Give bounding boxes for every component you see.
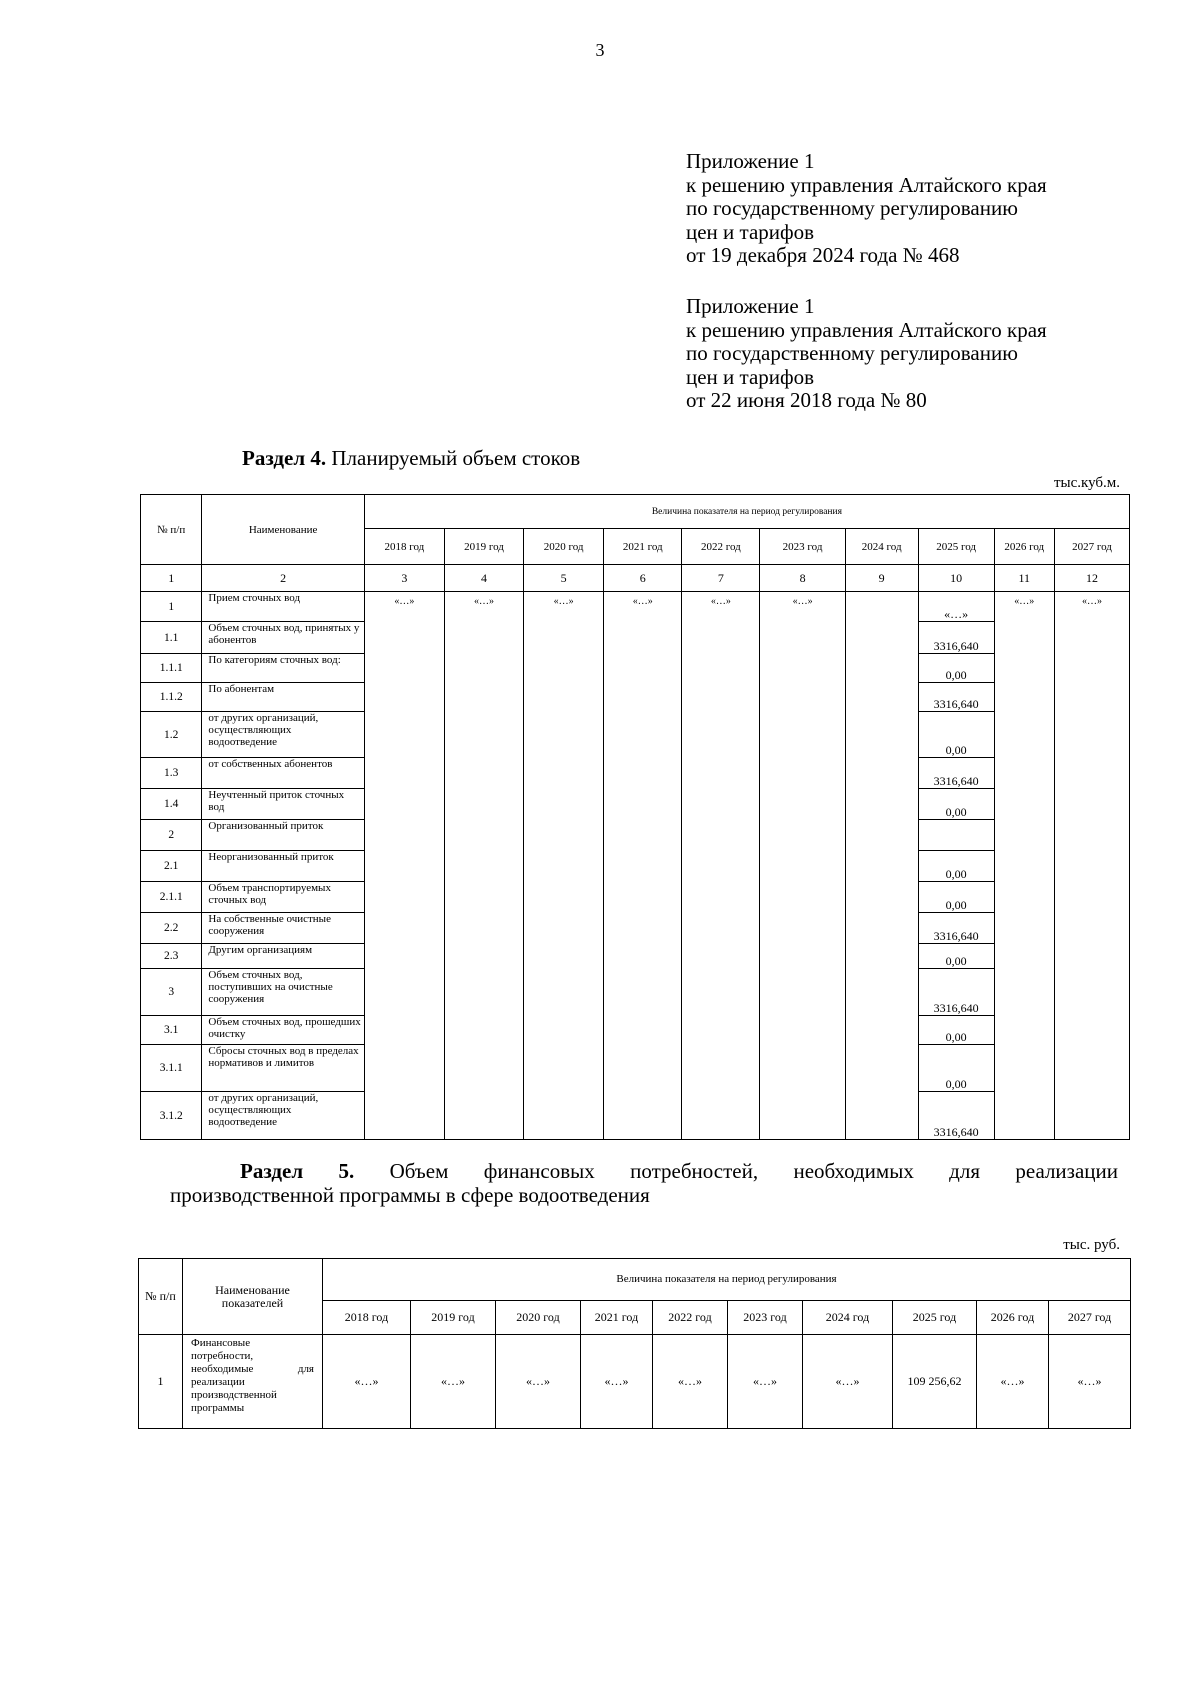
empty-cell [524,1045,604,1092]
row-num: 3.1 [141,1016,202,1045]
empty-cell [604,882,682,913]
empty-cell [1054,913,1129,944]
row-name: Объем сточных вод, принятых у абонентов [202,622,364,654]
empty-cell [1054,969,1129,1016]
empty-cell [604,969,682,1016]
empty-cell [524,882,604,913]
row-num: 3.1.1 [141,1045,202,1092]
empty-cell [604,622,682,654]
row-placeholder: «…» [760,592,845,622]
row-num: 1.1.1 [141,654,202,683]
empty-cell [994,789,1054,820]
table-row [139,1335,1131,1429]
empty-cell [682,944,760,969]
empty-cell [760,820,845,851]
header-num: № п/п [141,495,202,565]
empty-cell [604,1092,682,1140]
empty-cell [994,944,1054,969]
section5-title [170,1160,1118,1207]
row-value: «…» [728,1335,803,1429]
header-year: 2023 год [728,1301,803,1335]
row-name: от других организаций, осуществляющих водоотведение [202,712,364,758]
table-row [141,712,1130,758]
empty-cell [524,654,604,683]
empty-cell [524,851,604,882]
column-number: 4 [444,565,523,592]
empty-cell [994,758,1054,789]
empty-cell [364,969,444,1016]
table-row [141,654,1130,683]
row-name: Объем сточных вод, прошедших очистку [202,1016,364,1045]
header-year: 2026 год [977,1301,1049,1335]
table-row [141,1016,1130,1045]
column-number: 2 [202,565,364,592]
empty-cell [364,882,444,913]
row-placeholder: «…» [994,592,1054,622]
empty-cell [845,622,918,654]
row-value: «…» [977,1335,1049,1429]
empty-cell [760,882,845,913]
table-row [141,622,1130,654]
empty-cell [760,969,845,1016]
empty-cell [994,622,1054,654]
empty-cell [444,944,523,969]
empty-cell [994,882,1054,913]
empty-cell [682,1045,760,1092]
empty-cell [524,969,604,1016]
appendix-current-header [686,150,1156,268]
empty-cell [760,654,845,683]
row-value-2025: 3316,640 [918,758,994,789]
empty-cell [682,622,760,654]
table-row [141,944,1130,969]
empty-cell [760,789,845,820]
column-number: 11 [994,565,1054,592]
empty-cell [1054,683,1129,712]
empty-cell [364,1092,444,1140]
header-year: 2027 год [1049,1301,1131,1335]
empty-cell [364,944,444,969]
empty-cell [682,1092,760,1140]
row-value: «…» [1049,1335,1131,1429]
empty-cell [760,1016,845,1045]
empty-cell [760,622,845,654]
empty-cell [845,851,918,882]
empty-cell [760,944,845,969]
empty-cell [760,758,845,789]
empty-cell [682,654,760,683]
page-number: 3 [595,40,605,60]
column-number: 9 [845,565,918,592]
row-name-line: производственной [191,1389,277,1401]
appendix-line: цен и тарифов [686,364,815,389]
header-name: Наименование показателей [183,1259,323,1335]
row-name: Объем сточных вод, поступивших на очистные сооружения [202,969,364,1016]
empty-cell [444,913,523,944]
empty-cell [364,913,444,944]
empty-cell [682,712,760,758]
empty-cell [1054,1045,1129,1092]
empty-cell [364,758,444,789]
empty-cell [845,882,918,913]
empty-cell [444,1045,523,1092]
row-value: «…» [496,1335,581,1429]
row-name-line: Финансовые [191,1337,251,1349]
empty-cell [524,1016,604,1045]
empty-cell [524,622,604,654]
empty-cell [524,1092,604,1140]
empty-cell [845,1016,918,1045]
header-year: 2022 год [653,1301,728,1335]
table-row [141,969,1130,1016]
wastewater-volume-table [140,494,1130,1140]
row-num: 1 [139,1335,183,1429]
empty-cell [364,654,444,683]
header-period: Величина показателя на период регулирования [364,495,1129,529]
empty-cell [1054,758,1129,789]
empty-cell [682,882,760,913]
header-year: 2022 год [682,529,760,565]
empty-cell [364,851,444,882]
empty-cell [845,1092,918,1140]
row-value-2025: 0,00 [918,851,994,882]
financial-needs-table [138,1258,1131,1429]
empty-cell [994,1092,1054,1140]
empty-cell [444,820,523,851]
empty-cell [1054,654,1129,683]
empty-cell [845,712,918,758]
empty-cell [604,913,682,944]
row-name: По абонентам [202,683,364,712]
empty-cell [760,913,845,944]
empty-cell [364,820,444,851]
empty-cell [604,944,682,969]
header-year: 2021 год [581,1301,653,1335]
header-name: Наименование [202,495,364,565]
header-year: 2020 год [496,1301,581,1335]
row-name: По категориям сточных вод: [202,654,364,683]
row-num: 1.3 [141,758,202,789]
appendix-line: цен и тарифов [686,219,815,244]
empty-cell [682,758,760,789]
header-year: 2024 год [845,529,918,565]
row-name: Сбросы сточных вод в пределах нормативов и лимитов [202,1045,364,1092]
header-year: 2018 год [364,529,444,565]
empty-cell [444,882,523,913]
empty-cell [524,789,604,820]
empty-cell [682,913,760,944]
empty-cell [1054,882,1129,913]
empty-cell [845,913,918,944]
table-row [141,913,1130,944]
empty-cell [994,1045,1054,1092]
row-value-2025: 3316,640 [918,622,994,654]
empty-cell [1054,789,1129,820]
row-num: 1.1 [141,622,202,654]
appendix-line: Приложение 1 [686,294,815,318]
empty-cell [444,789,523,820]
row-num: 2.2 [141,913,202,944]
empty-cell [524,944,604,969]
row-value: «…» [411,1335,496,1429]
header-year: 2019 год [411,1301,496,1335]
row-num: 1.4 [141,789,202,820]
row-value: «…» [581,1335,653,1429]
appendix-line: от 22 июня 2018 года № 80 [686,388,927,412]
column-number: 7 [682,565,760,592]
empty-cell [845,592,918,622]
row-value: «…» [803,1335,893,1429]
empty-cell [364,712,444,758]
empty-cell [604,851,682,882]
row-placeholder: «…» [444,592,523,622]
row-value-2025 [918,820,994,851]
empty-cell [994,913,1054,944]
row-value-2025: 3316,640 [918,1092,994,1140]
section4-title-text: Планируемый объем стоков [331,446,581,470]
header-num: № п/п [139,1259,183,1335]
row-value: «…» [323,1335,411,1429]
empty-cell [1054,820,1129,851]
section5-label: Раздел 5. [240,1159,355,1183]
empty-cell [1054,622,1129,654]
empty-cell [524,758,604,789]
empty-cell [1054,1016,1129,1045]
table-row [141,882,1130,913]
empty-cell [1054,712,1129,758]
empty-cell [845,789,918,820]
section4-title [242,446,580,471]
appendix-line: по государственному регулированию [686,196,1018,220]
empty-cell [994,712,1054,758]
empty-cell [364,789,444,820]
table-row [141,683,1130,712]
empty-cell [604,789,682,820]
column-number: 6 [604,565,682,592]
row-value-2025: 3316,640 [918,683,994,712]
empty-cell [364,683,444,712]
row-placeholder: «…» [682,592,760,622]
empty-cell [845,1045,918,1092]
appendix-line: к решению управления Алтайского края [686,317,1047,342]
empty-cell [682,820,760,851]
row-num: 3.1.2 [141,1092,202,1140]
row-num: 2.3 [141,944,202,969]
empty-cell [994,820,1054,851]
row-name: Другим организациям [202,944,364,969]
row-name: Неучтенный приток сточных вод [202,789,364,820]
row-name: Прием сточных вод [202,592,364,622]
row-placeholder: «…» [604,592,682,622]
row-name-line: необходимые для [191,1363,314,1375]
row-value-2025: 0,00 [918,654,994,683]
appendix-line: Приложение 1 [686,149,815,173]
empty-cell [994,969,1054,1016]
table-row [141,851,1130,882]
empty-cell [682,683,760,712]
column-number: 10 [918,565,994,592]
row-name: На собственные очистные сооружения [202,913,364,944]
column-number: 8 [760,565,845,592]
appendix-line: к решению управления Алтайского края [686,172,1047,197]
section5-title-line1: Объем финансовых потребностей, необходимых для реализации [389,1159,1118,1183]
empty-cell [444,969,523,1016]
row-name-line: реализации [191,1376,245,1388]
column-number: 5 [524,565,604,592]
empty-cell [682,851,760,882]
row-name-line: программы [191,1402,245,1414]
empty-cell [604,820,682,851]
appendix-line: от 19 декабря 2024 года № 468 [686,243,960,267]
header-year: 2025 год [918,529,994,565]
row-value-2025: 0,00 [918,882,994,913]
empty-cell [604,683,682,712]
empty-cell [604,1016,682,1045]
empty-cell [444,712,523,758]
empty-cell [845,820,918,851]
empty-cell [604,654,682,683]
row-name: Объем транспортируемых сточных вод [202,882,364,913]
empty-cell [845,654,918,683]
table-row [141,1045,1130,1092]
row-value: «…» [653,1335,728,1429]
column-number: 3 [364,565,444,592]
empty-cell [524,913,604,944]
section5-unit: тыс. руб. [1063,1237,1120,1253]
empty-cell [760,1092,845,1140]
empty-cell [1054,1092,1129,1140]
row-value-2025: 0,00 [918,712,994,758]
header-period: Величина показателя на период регулирования [323,1259,1131,1301]
empty-cell [994,683,1054,712]
empty-cell [760,683,845,712]
empty-cell [845,969,918,1016]
appendix-line: по государственному регулированию [686,341,1018,365]
row-value-2025: 0,00 [918,944,994,969]
header-year: 2018 год [323,1301,411,1335]
section4-label: Раздел 4. [242,446,327,470]
header-year: 2026 год [994,529,1054,565]
header-year: 2024 год [803,1301,893,1335]
empty-cell [994,1016,1054,1045]
row-value: 109 256,62 [893,1335,977,1429]
empty-cell [760,851,845,882]
row-num: 1 [141,592,202,622]
header-year: 2019 год [444,529,523,565]
table-row [141,592,1130,622]
row-value-2025: 0,00 [918,1016,994,1045]
empty-cell [845,944,918,969]
empty-cell [994,654,1054,683]
empty-cell [994,851,1054,882]
table-row [141,1092,1130,1140]
section4-unit: тыс.куб.м. [1053,475,1120,491]
table-row [141,820,1130,851]
empty-cell [444,622,523,654]
empty-cell [760,1045,845,1092]
empty-cell [524,712,604,758]
empty-cell [1054,851,1129,882]
table-row [141,789,1130,820]
empty-cell [604,712,682,758]
empty-cell [524,820,604,851]
empty-cell [364,622,444,654]
row-placeholder: «…» [524,592,604,622]
row-num: 1.2 [141,712,202,758]
row-num: 2.1 [141,851,202,882]
row-name: Организованный приток [202,820,364,851]
empty-cell [682,789,760,820]
empty-cell [444,1092,523,1140]
empty-cell [444,1016,523,1045]
header-year: 2021 год [604,529,682,565]
header-year: 2027 год [1054,529,1129,565]
row-num: 1.1.2 [141,683,202,712]
row-value-2025: 0,00 [918,789,994,820]
header-year: 2020 год [524,529,604,565]
empty-cell [364,1016,444,1045]
row-num: 2 [141,820,202,851]
row-placeholder: «…» [1054,592,1129,622]
empty-cell [845,758,918,789]
header-year: 2023 год [760,529,845,565]
column-number: 1 [141,565,202,592]
empty-cell [444,758,523,789]
empty-cell [1054,944,1129,969]
row-value-2025: «…» [918,592,994,622]
row-name: от других организаций, осуществляющих водоотведение [202,1092,364,1140]
empty-cell [444,654,523,683]
section5-title-line2: производственной программы в сфере водоотведения [170,1182,650,1207]
row-placeholder: «…» [364,592,444,622]
row-name-line: потребности, [191,1350,254,1362]
row-value-2025: 3316,640 [918,969,994,1016]
column-number: 12 [1054,565,1129,592]
row-num: 3 [141,969,202,1016]
empty-cell [760,712,845,758]
table-row [141,758,1130,789]
appendix-original-header [686,295,1156,413]
empty-cell [524,683,604,712]
empty-cell [682,969,760,1016]
empty-cell [845,683,918,712]
header-year: 2025 год [893,1301,977,1335]
empty-cell [682,1016,760,1045]
empty-cell [604,1045,682,1092]
empty-cell [444,851,523,882]
empty-cell [364,1045,444,1092]
empty-cell [604,758,682,789]
row-value-2025: 0,00 [918,1045,994,1092]
empty-cell [444,683,523,712]
row-name: от собственных абонентов [202,758,364,789]
row-num: 2.1.1 [141,882,202,913]
row-value-2025: 3316,640 [918,913,994,944]
row-name: Неорганизованный приток [202,851,364,882]
row-name [183,1335,323,1429]
